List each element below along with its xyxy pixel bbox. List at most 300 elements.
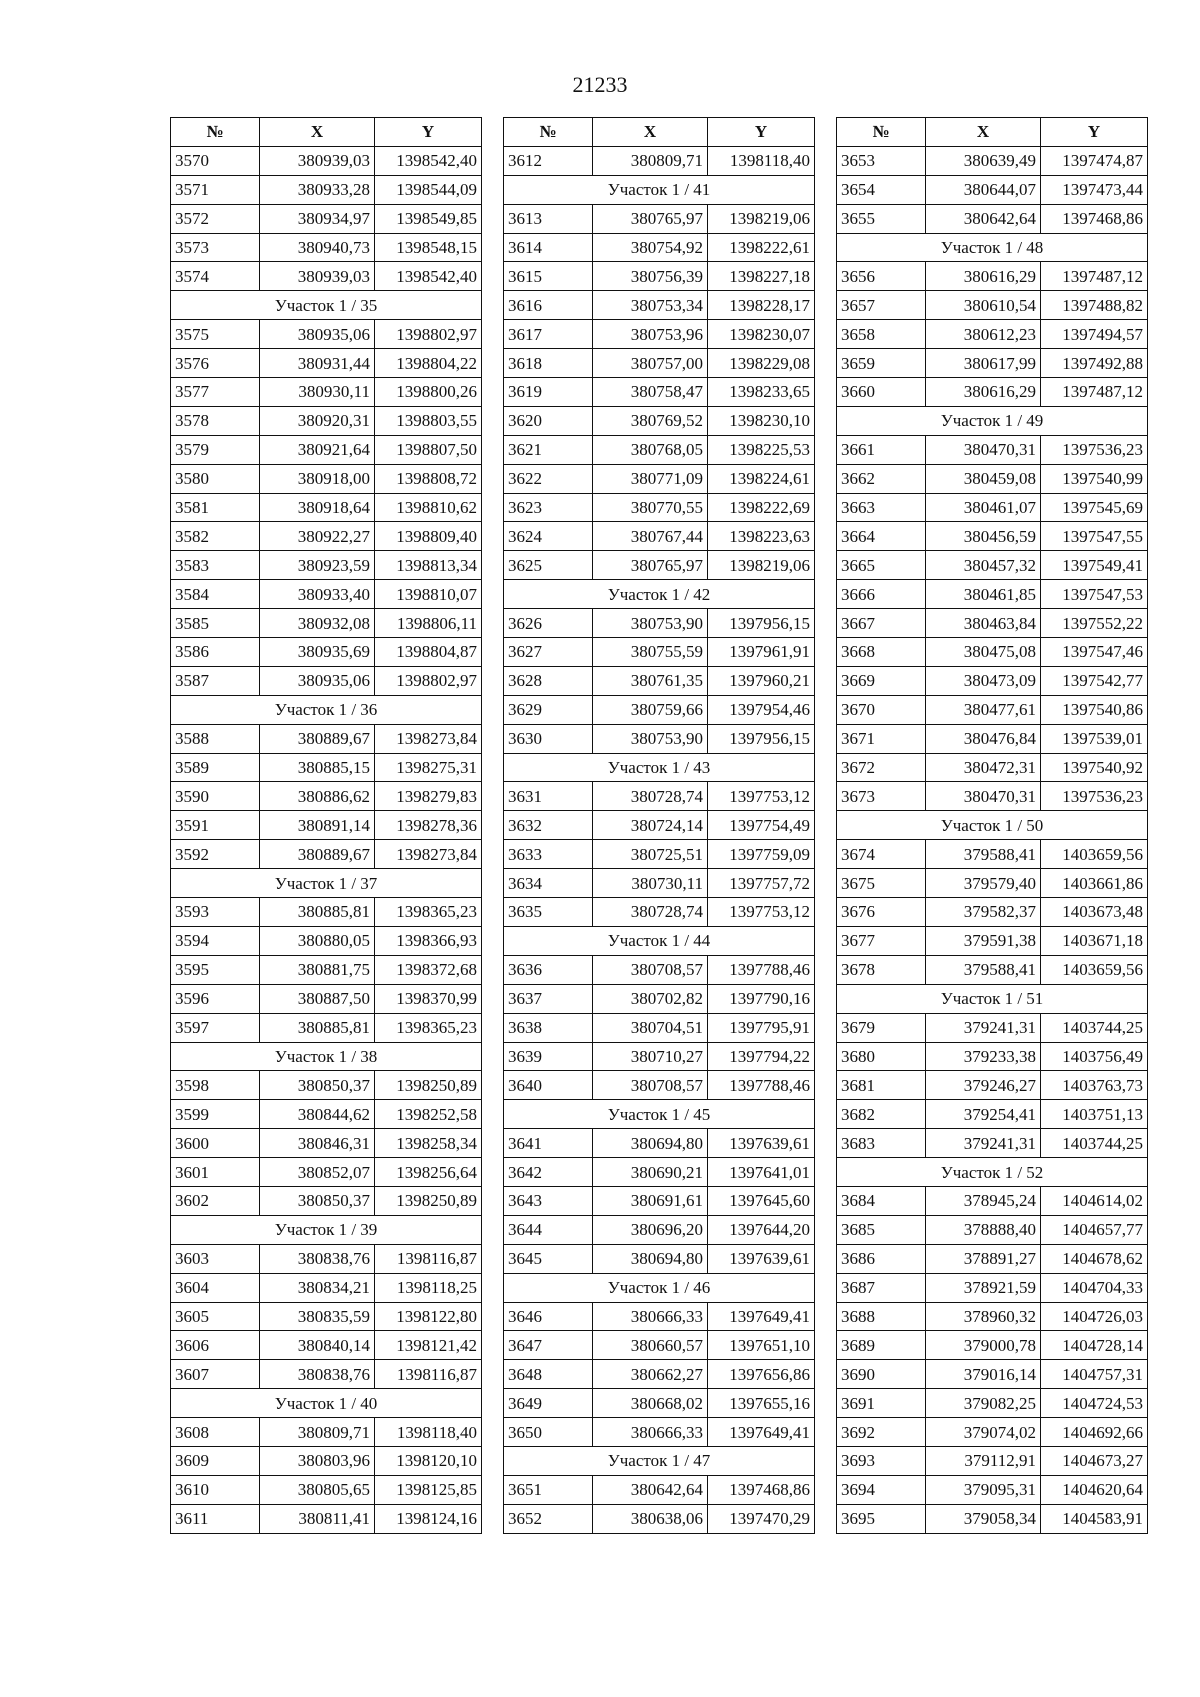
point-number: 3634 xyxy=(504,869,593,898)
table-row xyxy=(504,1504,815,1533)
x-coordinate: 380838,76 xyxy=(260,1360,375,1389)
y-coordinate: 1398542,40 xyxy=(375,262,482,291)
table-row xyxy=(171,349,482,378)
table-row xyxy=(504,1215,815,1244)
table-row xyxy=(504,406,815,435)
x-coordinate: 380724,14 xyxy=(593,811,708,840)
table-row xyxy=(171,522,482,551)
table-row xyxy=(837,378,1148,407)
point-number: 3639 xyxy=(504,1042,593,1071)
y-coordinate: 1398810,62 xyxy=(375,493,482,522)
point-number: 3623 xyxy=(504,493,593,522)
point-number: 3663 xyxy=(837,493,926,522)
table-row xyxy=(504,955,815,984)
x-coordinate: 380754,92 xyxy=(593,233,708,262)
table-row xyxy=(171,464,482,493)
point-number: 3600 xyxy=(171,1129,260,1158)
point-number: 3580 xyxy=(171,464,260,493)
point-number: 3675 xyxy=(837,869,926,898)
section-label: Участок 1 / 50 xyxy=(837,811,1148,840)
y-coordinate: 1398223,63 xyxy=(708,522,815,551)
y-coordinate: 1397549,41 xyxy=(1041,551,1148,580)
y-coordinate: 1398548,15 xyxy=(375,233,482,262)
x-coordinate: 380753,90 xyxy=(593,609,708,638)
table-row xyxy=(837,638,1148,667)
y-coordinate: 1398258,34 xyxy=(375,1129,482,1158)
y-coordinate: 1397790,16 xyxy=(708,984,815,1013)
section-row xyxy=(504,753,815,782)
x-coordinate: 380461,85 xyxy=(926,580,1041,609)
x-coordinate: 380922,27 xyxy=(260,522,375,551)
y-coordinate: 1398813,34 xyxy=(375,551,482,580)
y-coordinate: 1397536,23 xyxy=(1041,435,1148,464)
x-coordinate: 380691,61 xyxy=(593,1186,708,1215)
point-number: 3587 xyxy=(171,666,260,695)
x-coordinate: 379241,31 xyxy=(926,1129,1041,1158)
point-number: 3601 xyxy=(171,1158,260,1187)
x-coordinate: 380761,35 xyxy=(593,666,708,695)
section-row xyxy=(837,811,1148,840)
table-row xyxy=(504,1042,815,1071)
x-coordinate: 380844,62 xyxy=(260,1100,375,1129)
x-coordinate: 380704,51 xyxy=(593,1013,708,1042)
y-coordinate: 1398230,07 xyxy=(708,320,815,349)
x-coordinate: 380885,15 xyxy=(260,753,375,782)
x-coordinate: 380767,44 xyxy=(593,522,708,551)
y-coordinate: 1403751,13 xyxy=(1041,1100,1148,1129)
point-number: 3588 xyxy=(171,724,260,753)
point-number: 3607 xyxy=(171,1360,260,1389)
y-coordinate: 1397487,12 xyxy=(1041,262,1148,291)
table-row xyxy=(504,204,815,233)
x-coordinate: 380642,64 xyxy=(926,204,1041,233)
y-coordinate: 1397639,61 xyxy=(708,1244,815,1273)
header-y: Y xyxy=(708,118,815,147)
x-coordinate: 379579,40 xyxy=(926,869,1041,898)
y-coordinate: 1397468,86 xyxy=(1041,204,1148,233)
point-number: 3668 xyxy=(837,638,926,667)
table-row xyxy=(837,1100,1148,1129)
y-coordinate: 1397754,49 xyxy=(708,811,815,840)
point-number: 3661 xyxy=(837,435,926,464)
point-number: 3622 xyxy=(504,464,593,493)
x-coordinate: 380694,80 xyxy=(593,1244,708,1273)
y-coordinate: 1397956,15 xyxy=(708,609,815,638)
x-coordinate: 379241,31 xyxy=(926,1013,1041,1042)
x-coordinate: 379000,78 xyxy=(926,1331,1041,1360)
y-coordinate: 1398230,10 xyxy=(708,406,815,435)
y-coordinate: 1398219,06 xyxy=(708,551,815,580)
y-coordinate: 1397788,46 xyxy=(708,955,815,984)
table-row xyxy=(837,464,1148,493)
point-number: 3656 xyxy=(837,262,926,291)
point-number: 3619 xyxy=(504,378,593,407)
x-coordinate: 380753,96 xyxy=(593,320,708,349)
point-number: 3624 xyxy=(504,522,593,551)
point-number: 3605 xyxy=(171,1302,260,1331)
table-row xyxy=(837,435,1148,464)
point-number: 3640 xyxy=(504,1071,593,1100)
section-row xyxy=(171,291,482,320)
point-number: 3611 xyxy=(171,1504,260,1533)
point-number: 3657 xyxy=(837,291,926,320)
point-number: 3586 xyxy=(171,638,260,667)
header-number: № xyxy=(837,118,926,147)
point-number: 3673 xyxy=(837,782,926,811)
point-number: 3662 xyxy=(837,464,926,493)
point-number: 3684 xyxy=(837,1186,926,1215)
y-coordinate: 1398116,87 xyxy=(375,1244,482,1273)
table-row xyxy=(504,1244,815,1273)
x-coordinate: 380728,74 xyxy=(593,782,708,811)
x-coordinate: 379588,41 xyxy=(926,955,1041,984)
header-x: X xyxy=(926,118,1041,147)
point-number: 3689 xyxy=(837,1331,926,1360)
table-row xyxy=(504,1418,815,1447)
point-number: 3591 xyxy=(171,811,260,840)
table-row xyxy=(504,146,815,175)
table-row xyxy=(504,262,815,291)
x-coordinate: 380940,73 xyxy=(260,233,375,262)
point-number: 3693 xyxy=(837,1446,926,1475)
x-coordinate: 380891,14 xyxy=(260,811,375,840)
section-row xyxy=(504,1446,815,1475)
table-row xyxy=(837,1389,1148,1418)
y-coordinate: 1397753,12 xyxy=(708,782,815,811)
section-row xyxy=(837,984,1148,1013)
point-number: 3674 xyxy=(837,840,926,869)
point-number: 3667 xyxy=(837,609,926,638)
y-coordinate: 1398275,31 xyxy=(375,753,482,782)
y-coordinate: 1397540,99 xyxy=(1041,464,1148,493)
table-row xyxy=(504,464,815,493)
point-number: 3577 xyxy=(171,378,260,407)
point-number: 3593 xyxy=(171,898,260,927)
y-coordinate: 1397794,22 xyxy=(708,1042,815,1071)
table-row xyxy=(171,609,482,638)
point-number: 3627 xyxy=(504,638,593,667)
x-coordinate: 380617,99 xyxy=(926,349,1041,378)
y-coordinate: 1404678,62 xyxy=(1041,1244,1148,1273)
y-coordinate: 1404728,14 xyxy=(1041,1331,1148,1360)
y-coordinate: 1398224,61 xyxy=(708,464,815,493)
point-number: 3695 xyxy=(837,1504,926,1533)
table-row xyxy=(504,1129,815,1158)
y-coordinate: 1397960,21 xyxy=(708,666,815,695)
table-row xyxy=(171,175,482,204)
table-row xyxy=(171,984,482,1013)
table-row xyxy=(171,1013,482,1042)
point-number: 3655 xyxy=(837,204,926,233)
x-coordinate: 380850,37 xyxy=(260,1071,375,1100)
x-coordinate: 380694,80 xyxy=(593,1129,708,1158)
header-number: № xyxy=(171,118,260,147)
point-number: 3649 xyxy=(504,1389,593,1418)
x-coordinate: 380920,31 xyxy=(260,406,375,435)
point-number: 3664 xyxy=(837,522,926,551)
section-row xyxy=(171,1042,482,1071)
table-header-row xyxy=(171,118,482,147)
x-coordinate: 380710,27 xyxy=(593,1042,708,1071)
table-row xyxy=(504,638,815,667)
point-number: 3571 xyxy=(171,175,260,204)
section-label: Участок 1 / 51 xyxy=(837,984,1148,1013)
x-coordinate: 380809,71 xyxy=(260,1418,375,1447)
table-row xyxy=(837,1273,1148,1302)
table-row xyxy=(171,1244,482,1273)
table-row xyxy=(504,840,815,869)
x-coordinate: 380472,31 xyxy=(926,753,1041,782)
point-number: 3596 xyxy=(171,984,260,1013)
point-number: 3617 xyxy=(504,320,593,349)
x-coordinate: 380765,97 xyxy=(593,204,708,233)
point-number: 3630 xyxy=(504,724,593,753)
y-coordinate: 1398228,17 xyxy=(708,291,815,320)
table-row xyxy=(837,175,1148,204)
point-number: 3644 xyxy=(504,1215,593,1244)
point-number: 3608 xyxy=(171,1418,260,1447)
table-row xyxy=(171,1186,482,1215)
x-coordinate: 378945,24 xyxy=(926,1186,1041,1215)
y-coordinate: 1398800,26 xyxy=(375,378,482,407)
point-number: 3676 xyxy=(837,898,926,927)
table-row xyxy=(171,840,482,869)
table-row xyxy=(837,1129,1148,1158)
x-coordinate: 378891,27 xyxy=(926,1244,1041,1273)
x-coordinate: 380616,29 xyxy=(926,262,1041,291)
y-coordinate: 1397649,41 xyxy=(708,1418,815,1447)
table-row xyxy=(837,869,1148,898)
header-x: X xyxy=(260,118,375,147)
point-number: 3597 xyxy=(171,1013,260,1042)
x-coordinate: 380660,57 xyxy=(593,1331,708,1360)
point-number: 3574 xyxy=(171,262,260,291)
x-coordinate: 380728,74 xyxy=(593,898,708,927)
header-number: № xyxy=(504,118,593,147)
point-number: 3572 xyxy=(171,204,260,233)
table-row xyxy=(504,898,815,927)
table-row xyxy=(504,1186,815,1215)
table-row xyxy=(504,724,815,753)
table-row xyxy=(837,551,1148,580)
y-coordinate: 1398802,97 xyxy=(375,320,482,349)
y-coordinate: 1398807,50 xyxy=(375,435,482,464)
table-row xyxy=(837,493,1148,522)
y-coordinate: 1398227,18 xyxy=(708,262,815,291)
point-number: 3614 xyxy=(504,233,593,262)
y-coordinate: 1397468,86 xyxy=(708,1475,815,1504)
table-row xyxy=(837,898,1148,927)
y-coordinate: 1398804,87 xyxy=(375,638,482,667)
section-row xyxy=(504,580,815,609)
point-number: 3642 xyxy=(504,1158,593,1187)
y-coordinate: 1397494,57 xyxy=(1041,320,1148,349)
x-coordinate: 379112,91 xyxy=(926,1446,1041,1475)
table-row xyxy=(837,609,1148,638)
x-coordinate: 380923,59 xyxy=(260,551,375,580)
y-coordinate: 1397651,10 xyxy=(708,1331,815,1360)
y-coordinate: 1403673,48 xyxy=(1041,898,1148,927)
x-coordinate: 380770,55 xyxy=(593,493,708,522)
point-number: 3613 xyxy=(504,204,593,233)
y-coordinate: 1403661,86 xyxy=(1041,869,1148,898)
table-header-row xyxy=(504,118,815,147)
table-row xyxy=(837,522,1148,551)
x-coordinate: 379254,41 xyxy=(926,1100,1041,1129)
point-number: 3677 xyxy=(837,926,926,955)
table-row xyxy=(837,1331,1148,1360)
table-row xyxy=(171,320,482,349)
y-coordinate: 1398365,23 xyxy=(375,898,482,927)
x-coordinate: 380835,59 xyxy=(260,1302,375,1331)
y-coordinate: 1398124,16 xyxy=(375,1504,482,1533)
x-coordinate: 380668,02 xyxy=(593,1389,708,1418)
y-coordinate: 1403744,25 xyxy=(1041,1129,1148,1158)
y-coordinate: 1398542,40 xyxy=(375,146,482,175)
point-number: 3585 xyxy=(171,609,260,638)
point-number: 3636 xyxy=(504,955,593,984)
x-coordinate: 380935,06 xyxy=(260,320,375,349)
x-coordinate: 380477,61 xyxy=(926,695,1041,724)
y-coordinate: 1398803,55 xyxy=(375,406,482,435)
point-number: 3573 xyxy=(171,233,260,262)
x-coordinate: 380470,31 xyxy=(926,435,1041,464)
y-coordinate: 1398219,06 xyxy=(708,204,815,233)
table-row xyxy=(504,435,815,464)
table-row xyxy=(837,262,1148,291)
x-coordinate: 380939,03 xyxy=(260,146,375,175)
page-number: 21233 xyxy=(572,72,628,97)
coordinates-table-middle xyxy=(503,117,815,1534)
point-number: 3637 xyxy=(504,984,593,1013)
table-row xyxy=(837,291,1148,320)
y-coordinate: 1398273,84 xyxy=(375,724,482,753)
point-number: 3691 xyxy=(837,1389,926,1418)
x-coordinate: 380610,54 xyxy=(926,291,1041,320)
y-coordinate: 1397956,15 xyxy=(708,724,815,753)
header-x: X xyxy=(593,118,708,147)
x-coordinate: 380935,06 xyxy=(260,666,375,695)
table-row xyxy=(837,1244,1148,1273)
y-coordinate: 1404757,31 xyxy=(1041,1360,1148,1389)
point-number: 3625 xyxy=(504,551,593,580)
y-coordinate: 1403659,56 xyxy=(1041,840,1148,869)
y-coordinate: 1398225,53 xyxy=(708,435,815,464)
table-row xyxy=(171,724,482,753)
table-row xyxy=(171,406,482,435)
table-row xyxy=(837,724,1148,753)
table-row xyxy=(837,955,1148,984)
x-coordinate: 380880,05 xyxy=(260,926,375,955)
y-coordinate: 1398120,10 xyxy=(375,1446,482,1475)
table-row xyxy=(837,1360,1148,1389)
x-coordinate: 380755,59 xyxy=(593,638,708,667)
table-row xyxy=(837,1475,1148,1504)
point-number: 3688 xyxy=(837,1302,926,1331)
table-row xyxy=(171,1418,482,1447)
table-row xyxy=(171,955,482,984)
x-coordinate: 380463,84 xyxy=(926,609,1041,638)
table-row xyxy=(171,1446,482,1475)
y-coordinate: 1404614,02 xyxy=(1041,1186,1148,1215)
table-row xyxy=(171,262,482,291)
table-row xyxy=(504,1071,815,1100)
table-row xyxy=(837,753,1148,782)
y-coordinate: 1397656,86 xyxy=(708,1360,815,1389)
table-row xyxy=(171,378,482,407)
section-label: Участок 1 / 42 xyxy=(504,580,815,609)
point-number: 3570 xyxy=(171,146,260,175)
table-body xyxy=(504,146,815,1533)
y-coordinate: 1398372,68 xyxy=(375,955,482,984)
y-coordinate: 1398278,36 xyxy=(375,811,482,840)
table-row xyxy=(171,580,482,609)
x-coordinate: 380642,64 xyxy=(593,1475,708,1504)
x-coordinate: 380885,81 xyxy=(260,1013,375,1042)
y-coordinate: 1398118,40 xyxy=(375,1418,482,1447)
point-number: 3612 xyxy=(504,146,593,175)
table-row xyxy=(837,1215,1148,1244)
x-coordinate: 380638,06 xyxy=(593,1504,708,1533)
x-coordinate: 380805,65 xyxy=(260,1475,375,1504)
point-number: 3631 xyxy=(504,782,593,811)
x-coordinate: 380756,39 xyxy=(593,262,708,291)
x-coordinate: 379074,02 xyxy=(926,1418,1041,1447)
point-number: 3592 xyxy=(171,840,260,869)
x-coordinate: 380932,08 xyxy=(260,609,375,638)
section-row xyxy=(171,1215,482,1244)
point-number: 3687 xyxy=(837,1273,926,1302)
y-coordinate: 1397536,23 xyxy=(1041,782,1148,811)
table-row xyxy=(171,233,482,262)
point-number: 3682 xyxy=(837,1100,926,1129)
point-number: 3690 xyxy=(837,1360,926,1389)
y-coordinate: 1398365,23 xyxy=(375,1013,482,1042)
table-row xyxy=(837,580,1148,609)
table-row xyxy=(837,1071,1148,1100)
y-coordinate: 1397470,29 xyxy=(708,1504,815,1533)
x-coordinate: 380708,57 xyxy=(593,1071,708,1100)
table-row xyxy=(171,1129,482,1158)
table-row xyxy=(837,666,1148,695)
y-coordinate: 1404704,33 xyxy=(1041,1273,1148,1302)
point-number: 3669 xyxy=(837,666,926,695)
table-row xyxy=(837,1013,1148,1042)
y-coordinate: 1397954,46 xyxy=(708,695,815,724)
y-coordinate: 1404724,53 xyxy=(1041,1389,1148,1418)
x-coordinate: 380933,28 xyxy=(260,175,375,204)
x-coordinate: 380753,34 xyxy=(593,291,708,320)
table-row xyxy=(837,695,1148,724)
x-coordinate: 380811,41 xyxy=(260,1504,375,1533)
point-number: 3618 xyxy=(504,349,593,378)
point-number: 3681 xyxy=(837,1071,926,1100)
x-coordinate: 380644,07 xyxy=(926,175,1041,204)
x-coordinate: 380759,66 xyxy=(593,695,708,724)
point-number: 3604 xyxy=(171,1273,260,1302)
section-label: Участок 1 / 43 xyxy=(504,753,815,782)
y-coordinate: 1398118,25 xyxy=(375,1273,482,1302)
x-coordinate: 380935,69 xyxy=(260,638,375,667)
table-row xyxy=(504,695,815,724)
point-number: 3616 xyxy=(504,291,593,320)
table-row xyxy=(837,1446,1148,1475)
x-coordinate: 379246,27 xyxy=(926,1071,1041,1100)
y-coordinate: 1398802,97 xyxy=(375,666,482,695)
point-number: 3678 xyxy=(837,955,926,984)
table-row xyxy=(837,204,1148,233)
point-number: 3660 xyxy=(837,378,926,407)
